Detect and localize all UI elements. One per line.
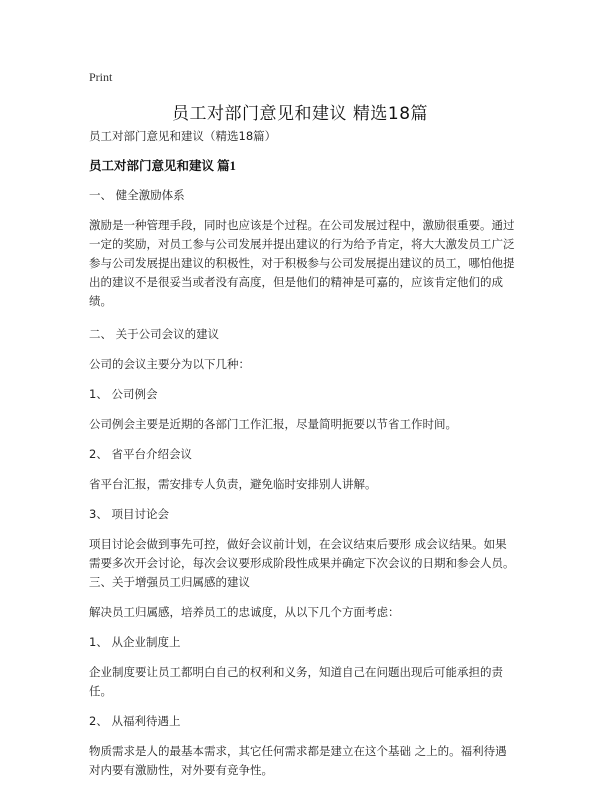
paragraph-heading-1: 一、 健全激励体系 [89,188,185,202]
paragraph-item-3: 3、 项目讨论会 [89,507,169,521]
paragraph-project-meeting: 项目讨论会做到事先可控，做好会议前计划，在会议结束后要形 成会议结果。如果需要多次开会讨论，每次会议要形成阶段性成果并确定下次会议的日期和参会人员。三、关于增强员工归属感的建议 [89,537,515,589]
paragraph-system: 企业制度要让员工都明白自己的权利和义务，知道自己在问题出现后可能承担的责任。 [89,665,503,698]
print-link[interactable]: Print [89,70,113,84]
paragraph-regular-meeting: 公司例会主要是近期的各部门工作汇报，尽量简明扼要以节省工作时间。 [89,417,457,431]
page-title: 员工对部门意见和建议 精选18篇 [171,104,429,124]
article-subtitle: 员工对部门意见和建议（精选18篇） [89,129,277,143]
paragraph-heading-2: 二、 关于公司会议的建议 [89,327,220,341]
paragraph-item-welfare: 2、 从福利待遇上 [89,714,181,728]
paragraph-platform-meeting: 省平台汇报，需安排专人负责，避免临时安排别人讲解。 [89,477,377,491]
paragraph-belonging: 解决员工归属感，培养员工的忠诚度，从以下几个方面考虑： [89,605,400,619]
paragraph-item-1: 1、 公司例会 [89,387,158,401]
article-body [89,127,515,791]
section-heading: 员工对部门意见和建议 篇1 [89,159,236,173]
paragraph-item-system: 1、 从企业制度上 [89,635,181,649]
paragraph-welfare: 物质需求是人的最基本需求，其它任何需求都是建立在这个基础 之上的。福利待遇对内要有激励性，对外要有竞争性。 [89,744,507,777]
paragraph-meeting-types: 公司的会议主要分为以下几种： [89,357,250,371]
paragraph-item-2: 2、 省平台介绍会议 [89,447,192,461]
paragraph-incentive: 激励是一种管理手段，同时也应该是个过程。在公司发展过程中，激励很重要。通过一定的奖励，对员工参与公司发展并提出建议的行为给予肯定，将大大激发员工广泛参与公司发展提出建议的积极性，对于积极参与公司发展提出建议的员工，哪怕他提出的建议不是很妥当或者没有高度，但是他们的精神是可嘉的，应该肯定他们的成绩。 [89,218,515,308]
